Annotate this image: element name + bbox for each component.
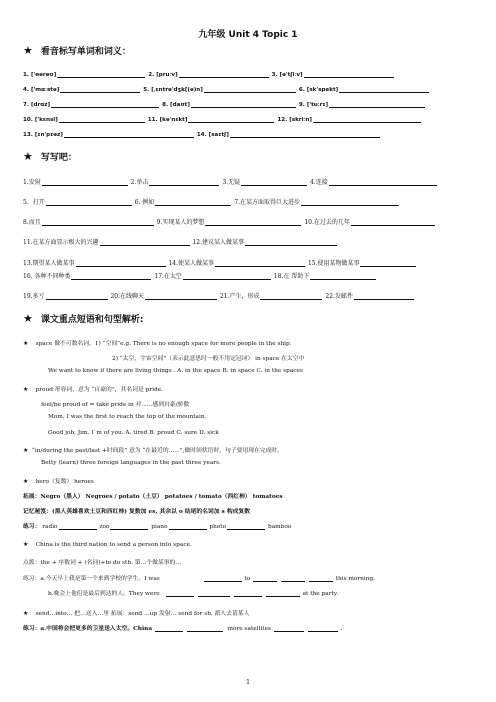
note-china-1: ★ China is the third nation to send a person into space.: [23, 542, 192, 548]
star-icon: ★: [23, 542, 29, 548]
note-china-4: b.晚会上他们是最后到达的人。They were at the party.: [48, 591, 339, 597]
note-space-2: 2) “太空，宇宙空间”（表示此意思时一般不用定冠词） in space 在太空中: [112, 356, 305, 362]
note-send-2: 练习：a.中国将会把更多的卫星送入太空。China more satellites .: [23, 626, 343, 632]
phonetic-row-5: 13. [ɪn'pɪəz] 14. [saɪtʃ]: [23, 130, 381, 138]
section-title: 课文重点短语和句型解析:: [40, 315, 144, 325]
section-heading-notes: [23, 312, 143, 325]
note-proud-4: Good job, Jim. I`m of you. A. tired B. proud C. sure D. sick: [48, 430, 219, 436]
vocab-row-3: 8.而且 9.实现某人的梦想 10.在过去的几年: [23, 217, 436, 226]
section-heading-vocab: [23, 150, 77, 163]
vocab-row-4: 11.在某方面显示极大的兴趣 12.建议某人做某事: [23, 237, 338, 246]
star-icon: ★: [23, 341, 29, 347]
note-proud-3: Mom, I was the first to reach the top of the mountain.: [48, 414, 207, 420]
vocab-row-5: 13.期望某人做某事 14.使某人做某事 15.使用某物做某事: [23, 258, 417, 267]
note-proud-1: ★ proud 形容词，意为 “自豪的”，其名词是 pride.: [23, 387, 163, 393]
note-hero-3: 记忆秘笈：(黑人英雄喜欢土豆和西红柿) 复数加 es, 其余以 o 结尾的名词加 s 构成复数: [23, 509, 251, 515]
phonetic-row-3: 7. [drɑz] 8. [daʊt] 9. ['tuːrɪ]: [23, 100, 426, 108]
phonetic-row-1: 1. ['ɵərəʊ] 2. [pruːv] 3. [ə'tʃiːv]: [23, 70, 395, 78]
star-icon: ★: [23, 150, 33, 163]
note-china-3: 练习：a.今天早上我是第一个来到学校的学生。I was to this morning.: [23, 576, 376, 582]
note-hero-1: ★ hero（复数） heroes: [23, 479, 94, 485]
vocab-row-7: 19.多亏 20.在线聊天 21.产生，形成 22.发邮件: [23, 291, 415, 300]
note-china-2: 点拨：the + 序数词 + (名词)+to do sth. 第…个做某事的…: [23, 560, 182, 566]
note-hero-2: 拓展：Negro（黑人） Negroes / potato（土豆） potatoes / tomato（西红柿） tomatoes: [23, 494, 283, 500]
star-icon: ★: [23, 479, 29, 485]
note-space-exercise: We want to know if there are living things . A. in the space B. in space C. in the spaces: [48, 368, 303, 374]
note-send-1: ★ send…into… 把…送入…里 拓展：send …up 发射… send for sb. 派人去请某人: [23, 611, 250, 617]
section-title: 写写吧：: [40, 153, 77, 163]
note-proud-2: feel/be proud of = take pride in 对......感到自豪/骄傲: [41, 402, 190, 408]
note-space-1: ★ space 做不可数名词，1) “空间”e.g. There is no enough space for more people in the ship.: [23, 341, 292, 347]
section-title: 看音标写单词和词义：: [40, 47, 131, 57]
vocab-row-6: 16. 各种不同种类 17.在太空 18.在 帮助下: [23, 271, 377, 280]
note-hero-4: 练习： radio zoo piano photo bamboo: [23, 524, 292, 530]
section-heading-phonetics: [23, 44, 131, 57]
star-icon: ★: [23, 44, 33, 57]
vocab-row-2: 5．打开 6. 例如 7.在某方面取得巨大进步: [23, 197, 400, 206]
star-icon: ★: [23, 448, 29, 454]
page-title: 九年级 Unit 4 Topic 1: [198, 30, 298, 40]
phonetic-row-4: 10. ['kɛnsl] 11. [kə'nɛkt] 12. [skriːn]: [23, 115, 422, 123]
star-icon: ★: [23, 611, 29, 617]
star-icon: ★: [23, 312, 33, 325]
page-number: 1: [246, 679, 250, 686]
note-during-1: ★ “in/during the past/last +时间段” 意为 “在最近的......”,做时间状语时，句子要用现在完成时。: [23, 448, 284, 454]
phonetic-row-2: 4. ['mɑːstə] 5. [ˌɛntrə'dʒk[(ə)n] 6. [sk'spekt]: [23, 85, 430, 93]
note-during-2: Betty (learn) three foreign languages in the past three years.: [41, 460, 221, 466]
vocab-row-1: 1.发射 2.单击 3.无疑 4.连接: [23, 177, 438, 186]
star-icon: ★: [23, 387, 29, 393]
